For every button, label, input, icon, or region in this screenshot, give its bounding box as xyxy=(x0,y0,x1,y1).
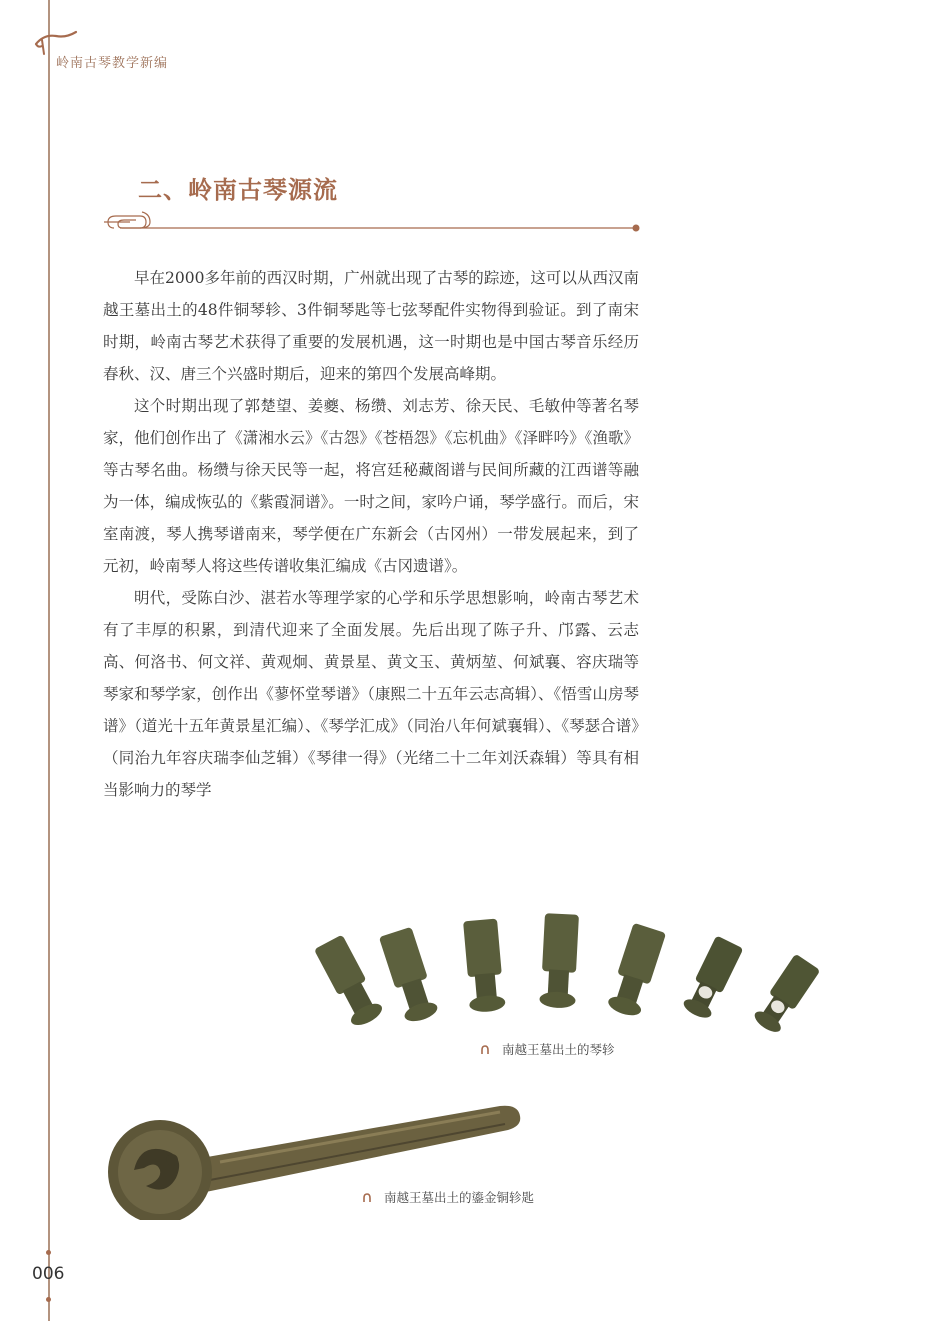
section-title: 二、岭南古琴源流 xyxy=(138,176,338,204)
caption-text: 南越王墓出土的鎏金铜轸匙 xyxy=(384,1190,535,1205)
paragraph: 早在2000多年前的西汉时期，广州就出现了古琴的踪迹，这可以从西汉南越王墓出土的48件铜琴轸、3件铜琴匙等七弦琴配件实物得到验证。到了南宋时期，岭南古琴艺术获得了重要的发展机遇，这一时期也是中国古琴音乐经历春秋、汉、唐三个兴盛时期后，迎来的第四个发展高峰期。 xyxy=(103,269,639,383)
caption-text: 南越王墓出土的琴轸 xyxy=(502,1042,615,1057)
tuning-peg xyxy=(462,918,506,1013)
page-number: 006 xyxy=(32,1264,65,1284)
paragraph: 这个时期出现了郭楚望、姜夔、杨缵、刘志芳、徐天民、毛敏仲等著名琴家，他们创作出了《潇湘水云》《古怨》《苍梧怨》《忘机曲》《泽畔吟》《渔歌》等古琴名曲。杨缵与徐天民等一起，将宫廷秘藏阁谱与民间所藏的江西谱等融为一体，编成恢弘的《紫霞洞谱》。一时之间，家吟户诵，琴学盛行。而后，宋室南渡，琴人携琴谱南来，琴学便在广东新会（古冈州）一带发展起来，到了元初，岭南琴人将这些传谱收集汇编成《古冈遗谱》。 xyxy=(103,397,639,575)
tuning-peg xyxy=(751,954,820,1036)
tuning-peg xyxy=(606,923,666,1019)
figure-caption xyxy=(480,1040,615,1058)
page-number-dot-top xyxy=(46,1250,51,1255)
tuning-peg xyxy=(681,935,743,1021)
page-number-dot-bottom xyxy=(46,1297,51,1302)
paragraph: 明代，受陈白沙、湛若水等理学家的心学和乐学思想影响，岭南古琴艺术有了丰厚的积累，到清代迎来了全面发展。先后出现了陈子升、邝露、云志高、何洛书、何文祥、黄观炯、黄景星、黄文玉、黄炳堃、何斌襄、容庆瑞等琴家和琴学家，创作出《蓼怀堂琴谱》（康熙二十五年云志高辑）、《悟雪山房琴谱》（道光十五年黄景星汇编）、《琴学汇成》（同治八年何斌襄辑）、《琴瑟合谱》（同治九年容庆瑞李仙芝辑）《琴律一得》（光绪二十二年刘沃森辑）等具有相当影响力的琴学 xyxy=(103,589,639,799)
caption-bullet-icon xyxy=(362,1193,372,1203)
caption-bullet-icon xyxy=(480,1045,490,1055)
tuning-peg xyxy=(313,934,385,1029)
tuning-peg xyxy=(539,913,580,1009)
tuning-peg xyxy=(379,927,440,1025)
margin-rule xyxy=(48,0,50,1321)
title-scroll-ornament xyxy=(100,204,642,232)
running-head: 岭南古琴教学新编 xyxy=(56,56,169,71)
figure-caption xyxy=(362,1188,534,1206)
body-text xyxy=(103,262,639,806)
tuning-pegs-photo xyxy=(290,906,840,1056)
